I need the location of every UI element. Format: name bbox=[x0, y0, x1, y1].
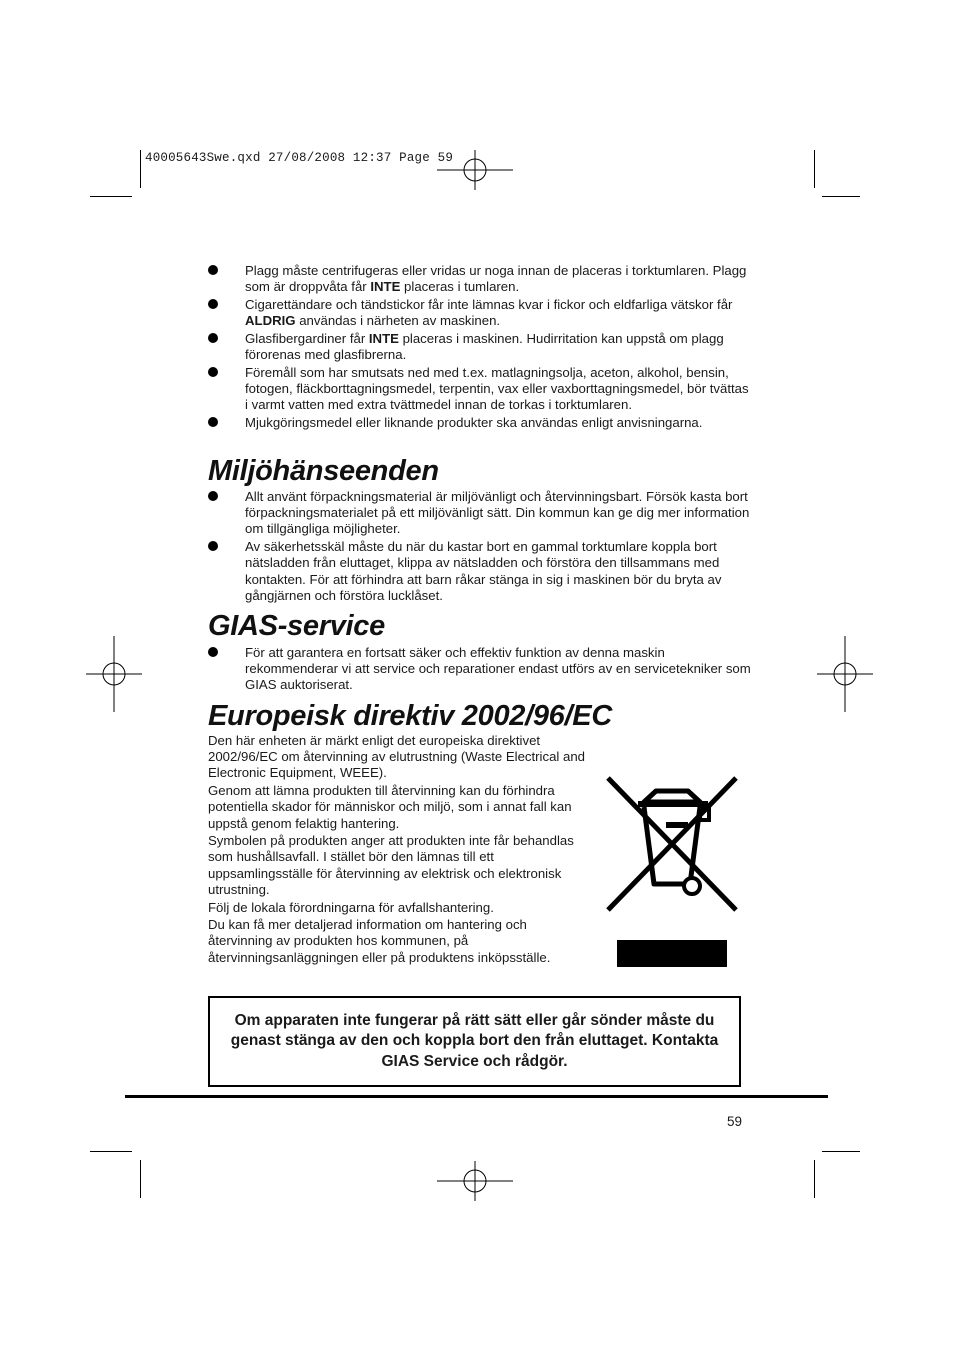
bullet-icon bbox=[208, 265, 218, 275]
page-number: 59 bbox=[727, 1114, 743, 1129]
list-item: Mjukgöringsmedel eller liknande produkter ska användas enligt anvisningarna. bbox=[208, 415, 753, 431]
bullet-icon bbox=[208, 333, 218, 343]
print-slug: 40005643Swe.qxd 27/08/2008 12:37 Page 59 bbox=[145, 151, 454, 165]
bullet-icon bbox=[208, 491, 218, 501]
paragraph: Genom att lämna produkten till återvinning kan du förhindra potentiella skador för människor och miljö, som i annat fall kan uppstå genom felaktig hantering. bbox=[208, 783, 572, 831]
section-heading-directive: Europeisk direktiv 2002/96/EC bbox=[208, 700, 612, 732]
environment-bullet-list bbox=[208, 489, 753, 605]
list-item: Föremåll som har smutsats ned med t.ex. matlagningsolja, aceton, alkohol, bensin, fotogen, fläckborttagningsmedel, terpentin, vax eller vaxborttagningsmedel, bör tvättas i varmt vatten med extra tvättmedel innan de torkas i torktumlaren. bbox=[208, 365, 753, 414]
registration-mark-icon bbox=[437, 1143, 513, 1219]
bullet-icon bbox=[208, 417, 218, 427]
list-item: Glasfibergardiner får INTE placeras i maskinen. Hudirritation kan uppstå om plagg förorenas med glasfibrerna. bbox=[208, 331, 753, 363]
bullet-icon bbox=[208, 367, 218, 377]
bullet-icon bbox=[208, 299, 218, 309]
bullet-icon bbox=[208, 541, 218, 551]
weee-bin-icon bbox=[604, 774, 740, 970]
list-item: Allt använt förpackningsmaterial är miljövänligt och återvinningsbart. Försök kasta bort förpackningsmaterialet på ett miljövänligt sätt. Din kommun kan ge dig mer information om tillgängliga möjligheter. bbox=[208, 489, 753, 538]
list-item: Cigarettändare och tändstickor får inte lämnas kvar i fickor och eldfarliga vätskor får ALDRIG användas i närheten av maskinen. bbox=[208, 297, 753, 329]
paragraph: Du kan få mer detaljerad information om hantering och återvinning av produkten hos kommunen, på återvinningsanläggningen eller på produktens inköpsställe. bbox=[208, 917, 551, 965]
footer-rule bbox=[125, 1095, 828, 1098]
warning-notice-box bbox=[208, 996, 741, 1087]
registration-mark-icon bbox=[437, 132, 513, 208]
service-bullet-list bbox=[208, 645, 753, 695]
bullet-icon bbox=[208, 647, 218, 657]
registration-mark-icon bbox=[807, 636, 883, 712]
directive-text bbox=[208, 733, 593, 967]
section-heading-environment: Miljöhänseenden bbox=[208, 455, 439, 487]
warning-notice-text: Om apparaten inte fungerar på rätt sätt eller går sönder måste du genast stänga av den och koppla bort den från eluttaget. Kontakta GIAS Service och rådgör. bbox=[230, 1011, 719, 1070]
section-heading-service: GIAS-service bbox=[208, 610, 385, 642]
paragraph: Symbolen på produkten anger att produkten inte får behandlas som hushållsavfall. I stället bör den lämnas till ett uppsamlingsställe för återvinning av elektrisk och elektronisk utrustning. bbox=[208, 833, 574, 897]
safety-bullet-list bbox=[208, 263, 753, 433]
list-item: Av säkerhetsskäl måste du när du kastar bort en gammal torktumlare koppla bort nätsladden från eluttaget, klippa av nätsladden och förstöra den tillsammans med kontakten. För att förhindra att barn råkar stänga in sig i maskinen bör du bryta av gångjärnen och förstöra lucklåset. bbox=[208, 539, 753, 604]
paragraph: Den här enheten är märkt enligt det europeiska direktivet 2002/96/EC om återvinning av elutrustning (Waste Electrical and Electronic Equipment, WEEE). bbox=[208, 733, 586, 781]
list-item: Plagg måste centrifugeras eller vridas ur noga innan de placeras i torktumlaren. Plagg som är droppvåta får INTE placeras i tumlaren. bbox=[208, 263, 753, 295]
paragraph: Följ de lokala förordningarna för avfallshantering. bbox=[208, 899, 494, 915]
list-item: För att garantera en fortsatt säker och effektiv funktion av denna maskin rekommenderar vi att service och reparationer endast utförs av en servicetekniker som GIAS auktoriserat. bbox=[208, 645, 753, 694]
registration-mark-icon bbox=[76, 636, 152, 712]
